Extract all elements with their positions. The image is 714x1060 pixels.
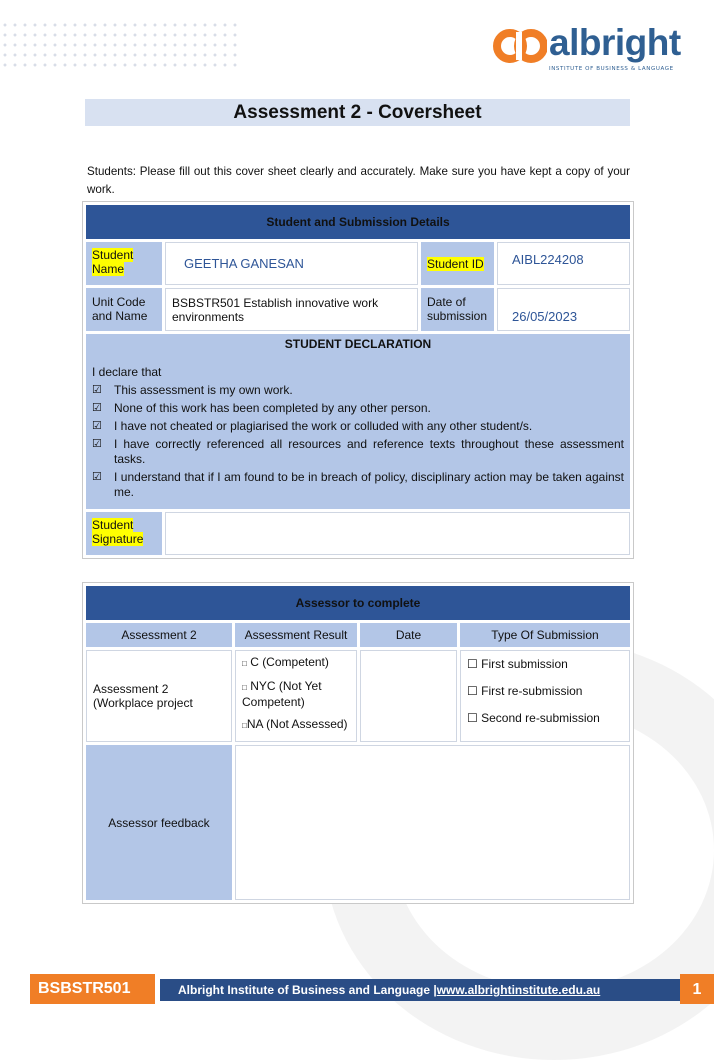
signature-field[interactable] <box>165 512 630 555</box>
declaration-text: None of this work has been completed by any other person. <box>114 401 431 415</box>
logo-tagline: INSTITUTE OF BUSINESS & LANGUAGE <box>549 66 674 72</box>
student-name-field[interactable] <box>165 242 418 285</box>
assessor-header-text: Assessor to complete <box>295 596 421 610</box>
declaration-item <box>92 401 624 416</box>
feedback-label-cell <box>86 745 232 900</box>
checked-box-icon[interactable]: ☑ <box>92 438 102 450</box>
declaration-text: I understand that if I am found to be in breach of policy, disciplinary action may be taken against me. <box>114 470 624 499</box>
assessment-name: Assessment 2 (Workplace project <box>93 682 193 710</box>
checkbox-icon[interactable]: ☐ <box>467 711 478 725</box>
feedback-label: Assessor feedback <box>108 815 210 830</box>
submission-option[interactable] <box>467 684 623 698</box>
result-option-label: NYC (Not Yet Competent) <box>242 679 322 709</box>
checked-box-icon[interactable]: ☑ <box>92 471 102 483</box>
albright-logo-mark-icon <box>493 26 547 66</box>
date-label-cell <box>421 288 494 331</box>
page-title-bar <box>85 99 630 126</box>
intro-text: Students: Please fill out this cover sheet clearly and accurately. Make sure you have kept a copy of your work. <box>87 165 630 196</box>
checked-box-icon[interactable]: ☑ <box>92 384 102 396</box>
unit-field[interactable] <box>165 288 418 331</box>
declaration-intro: I declare that <box>92 365 162 379</box>
student-id-field[interactable] <box>497 242 630 285</box>
checkbox-icon[interactable]: ☐ <box>467 684 478 698</box>
signature-label-cell <box>86 512 162 555</box>
date-label: Date of submission <box>427 295 488 323</box>
assessment-name-cell <box>86 650 232 742</box>
declaration-item <box>92 437 624 467</box>
feedback-field[interactable] <box>235 745 630 900</box>
logo-wordmark: albright <box>549 22 681 63</box>
declaration-text: This assessment is my own work. <box>114 383 293 397</box>
footer-website-link[interactable]: www.albrightinstitute.edu.au <box>436 983 601 997</box>
details-header <box>86 205 630 239</box>
date-cell[interactable] <box>360 650 457 742</box>
column-header: Date <box>360 623 457 647</box>
assessor-table <box>82 582 634 904</box>
submission-option-label: Second re-submission <box>481 711 600 725</box>
student-id-label-cell <box>421 242 494 285</box>
declaration-list <box>92 383 624 500</box>
submission-option[interactable] <box>467 657 623 671</box>
declaration-item <box>92 383 624 398</box>
footer-institute-bar <box>160 979 680 1001</box>
unit-label: Unit Code and Name <box>92 295 148 323</box>
declaration-item <box>92 470 624 500</box>
result-option[interactable] <box>242 679 350 709</box>
checkbox-icon[interactable]: □ <box>242 683 247 692</box>
footer-institute-name: Albright Institute of Business and Language | <box>178 983 437 997</box>
result-option-label: C (Competent) <box>250 655 329 669</box>
student-id-label: Student ID <box>427 256 484 271</box>
decorative-dots <box>0 20 240 72</box>
submission-option-label: First submission <box>481 657 568 671</box>
student-name-label: Student Name <box>92 248 134 276</box>
date-value: 26/05/2023 <box>512 309 578 324</box>
student-details-table <box>82 201 634 559</box>
checkbox-icon[interactable]: □ <box>242 659 247 668</box>
student-id-value: AIBL224208 <box>512 252 584 267</box>
unit-label-cell <box>86 288 162 331</box>
column-header: Assessment Result <box>235 623 357 647</box>
page-title: Assessment 2 - Coversheet <box>233 102 482 123</box>
column-header: Assessment 2 <box>86 623 232 647</box>
submission-option-label: First re-submission <box>481 684 583 698</box>
checked-box-icon[interactable]: ☑ <box>92 402 102 414</box>
result-option[interactable] <box>242 717 350 733</box>
declaration-section <box>86 334 630 509</box>
checkbox-icon[interactable]: ☐ <box>467 657 478 671</box>
checkbox-icon[interactable]: □ <box>242 721 247 730</box>
footer-page-number: 1 <box>680 974 714 1004</box>
declaration-text: I have correctly referenced all resources and reference texts throughout these assessment tasks. <box>114 437 624 466</box>
result-options <box>235 650 357 742</box>
assessor-header <box>86 586 630 620</box>
signature-label: Student Signature <box>92 518 144 546</box>
footer-unit-code: BSBSTR501 <box>30 974 155 1004</box>
page-footer <box>0 974 714 1004</box>
submission-type-options <box>460 650 630 742</box>
column-header: Type Of Submission <box>460 623 630 647</box>
result-option[interactable] <box>242 655 350 671</box>
date-field[interactable] <box>497 288 630 331</box>
details-header-text: Student and Submission Details <box>266 215 450 229</box>
declaration-text: I have not cheated or plagiarised the work or colluded with any other student/s. <box>114 419 533 433</box>
checked-box-icon[interactable]: ☑ <box>92 420 102 432</box>
student-name-label-cell <box>86 242 162 285</box>
declaration-item <box>92 419 624 434</box>
submission-option[interactable] <box>467 711 623 725</box>
student-name-value: GEETHA GANESAN <box>184 256 304 271</box>
albright-logo <box>493 22 681 76</box>
unit-value: BSBSTR501 Establish innovative work environments <box>172 296 379 324</box>
declaration-header: STUDENT DECLARATION <box>284 337 432 351</box>
result-option-label: NA (Not Assessed) <box>246 717 348 731</box>
